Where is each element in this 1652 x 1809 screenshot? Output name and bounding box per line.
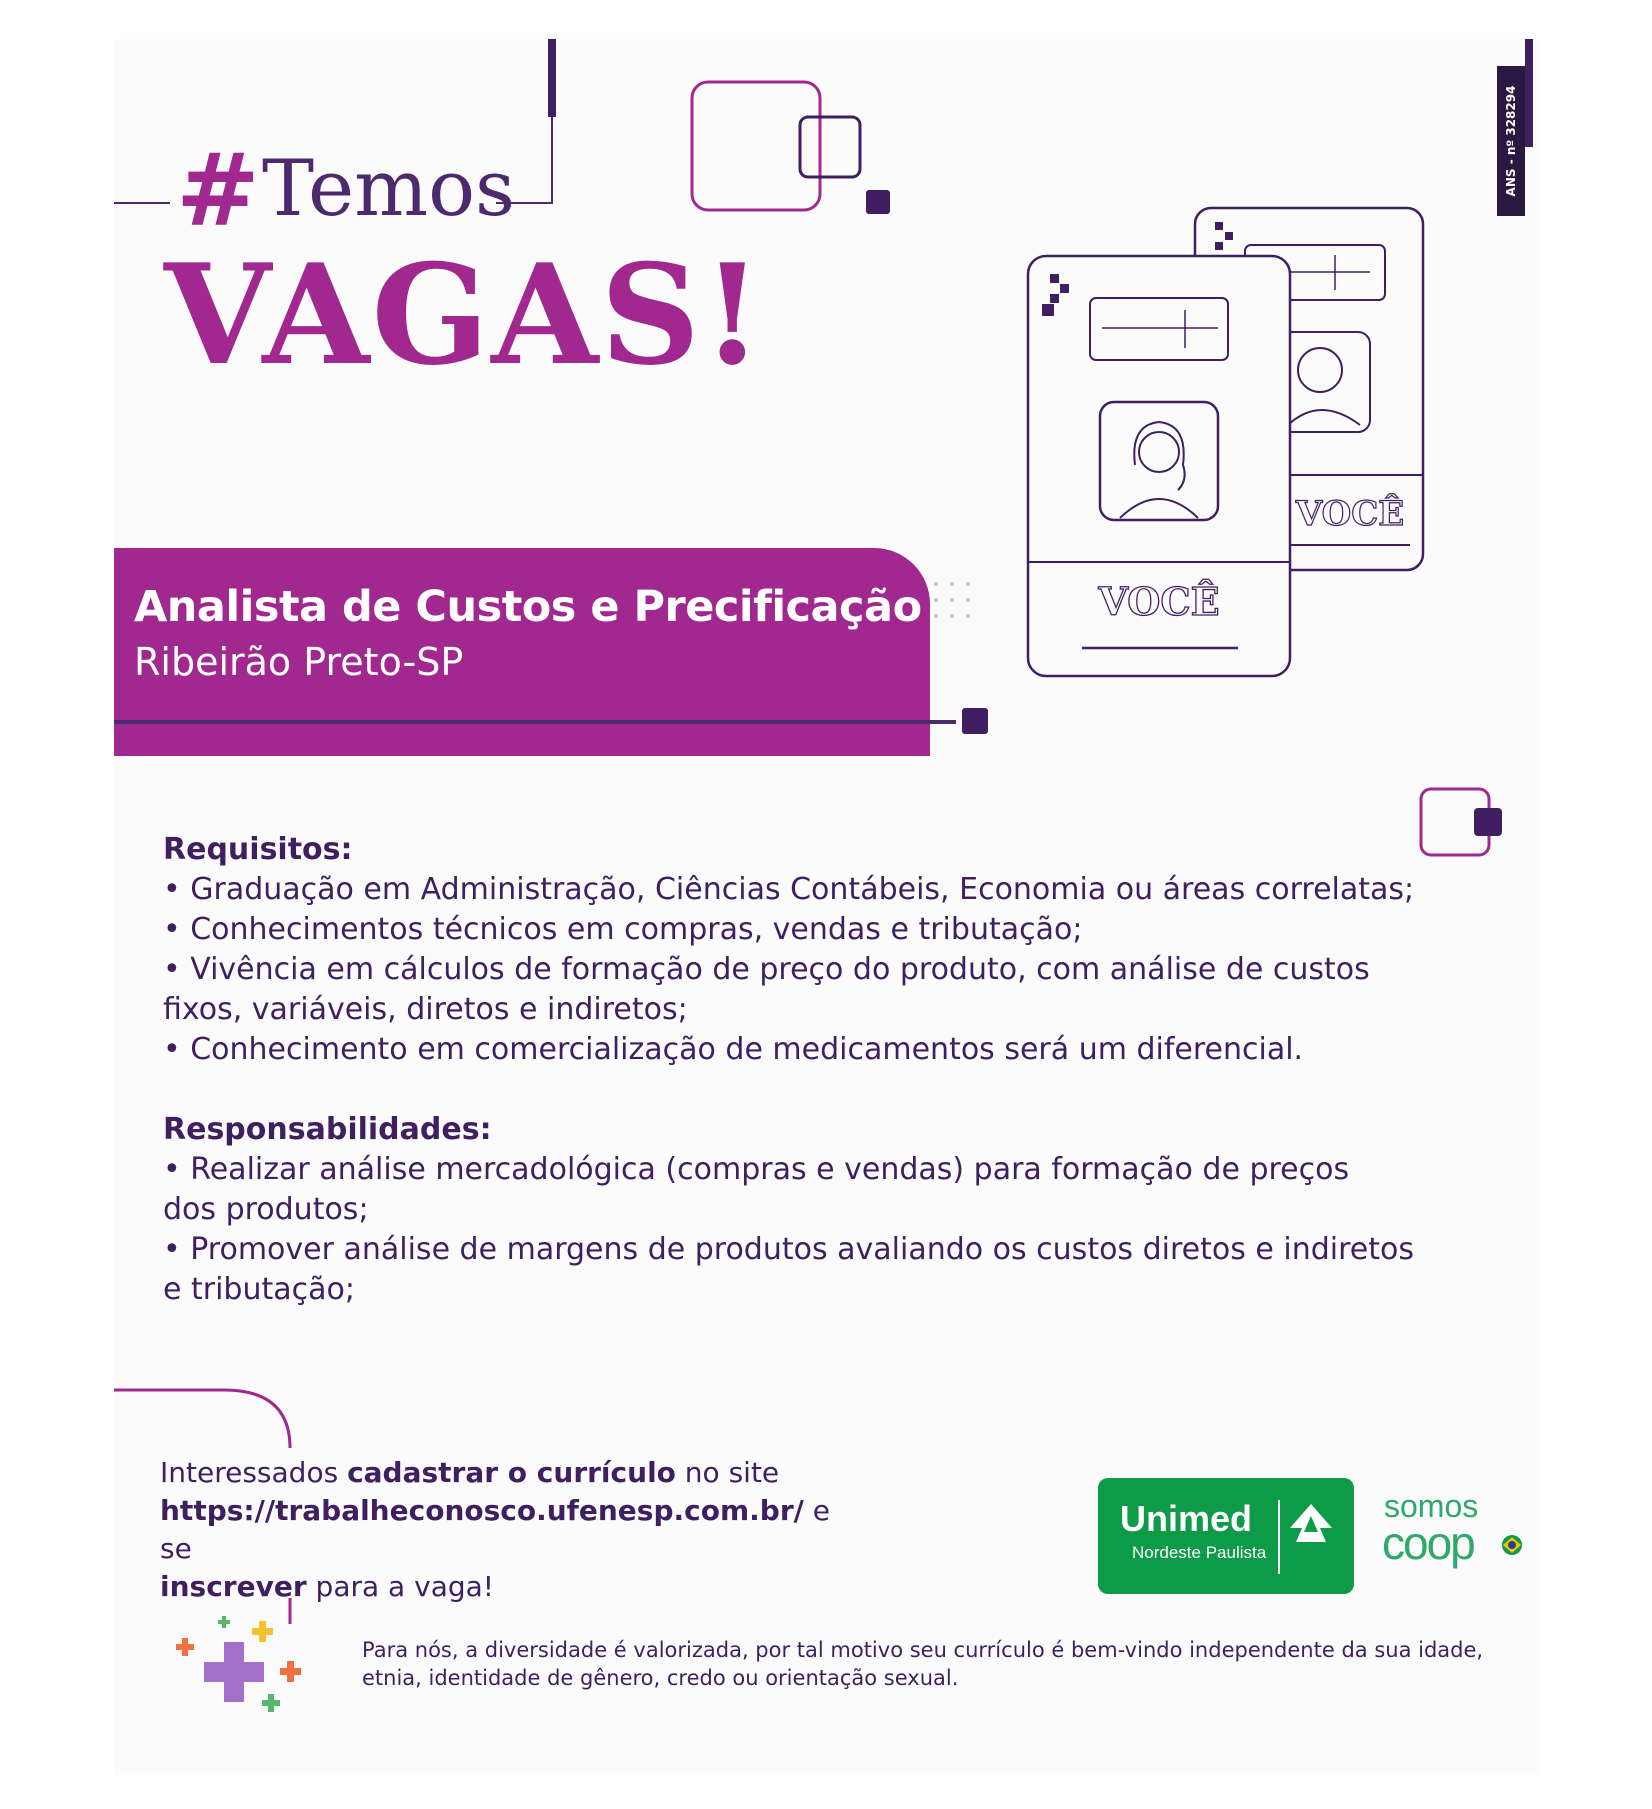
ans-accent-bar bbox=[1525, 39, 1533, 147]
unimed-tree-icon bbox=[1286, 1502, 1336, 1546]
coop-text: coop bbox=[1382, 1517, 1474, 1569]
id-cards-illustration bbox=[1020, 200, 1440, 690]
responsibilities-title: Responsabilidades: bbox=[163, 1112, 492, 1147]
requirements-title: Requisitos: bbox=[163, 832, 353, 867]
unimed-logo bbox=[1098, 1478, 1354, 1594]
unimed-divider bbox=[1278, 1500, 1280, 1574]
back-card-label: VOCÊ bbox=[1295, 494, 1405, 534]
diversity-crosses-icon bbox=[168, 1614, 318, 1724]
apply-highlight: cadastrar o currículo bbox=[347, 1456, 676, 1489]
decorative-squares bbox=[680, 74, 900, 224]
requirement-item: • Vivência em cálculos de formação de preço do produto, com análise de custos fixos, variáveis, diretos e indiretos; bbox=[163, 952, 1370, 1027]
ans-badge-text: ANS - nº 328294 bbox=[1504, 85, 1518, 197]
right-decorative-square bbox=[1418, 786, 1508, 862]
somos-text: somos bbox=[1384, 1488, 1479, 1524]
headline-top-bar bbox=[548, 39, 556, 117]
unimed-name: Unimed bbox=[1120, 1498, 1253, 1539]
apply-text: Interessados bbox=[160, 1456, 348, 1489]
headline-left-line bbox=[114, 202, 170, 204]
responsibility-item: • Promover análise de margens de produtos avaliando os custos diretos e indiretos e tributação; bbox=[163, 1232, 1414, 1307]
apply-text: no site bbox=[675, 1456, 780, 1489]
apply-text: e se bbox=[160, 1494, 830, 1565]
brazil-flag-icon bbox=[1500, 1534, 1524, 1556]
apply-highlight: inscrever bbox=[160, 1570, 307, 1603]
banner-underline bbox=[114, 720, 956, 724]
apply-url-link[interactable]: https://trabalheconosco.ufenesp.com.br/ bbox=[160, 1494, 804, 1527]
dot-grid-decoration bbox=[932, 580, 978, 634]
apply-text: para a vaga! bbox=[306, 1570, 495, 1603]
apply-instructions bbox=[160, 1454, 860, 1606]
unimed-region: Nordeste Paulista bbox=[1132, 1543, 1267, 1562]
front-id-card bbox=[1028, 256, 1290, 676]
responsibility-item: • Realizar análise mercadológica (compras e vendas) para formação de preços dos produtos; bbox=[163, 1152, 1350, 1227]
ans-badge bbox=[1497, 66, 1525, 216]
headline-temos: Temos bbox=[262, 144, 516, 234]
job-location: Ribeirão Preto-SP bbox=[134, 640, 464, 684]
diversity-statement: Para nós, a diversidade é valorizada, por tal motivo seu currículo é bem-vindo independente da sua idade, etnia, identidade de gênero, credo ou orientação sexual. bbox=[362, 1638, 1484, 1690]
job-title: Analista de Custos e Precificação bbox=[134, 582, 922, 632]
headline-vagas: VAGAS! bbox=[164, 233, 765, 396]
headline-hashtag: # bbox=[176, 131, 260, 249]
requirement-item: • Graduação em Administração, Ciências Contábeis, Economia ou áreas correlatas; bbox=[163, 872, 1415, 907]
front-card-label: VOCÊ bbox=[1098, 579, 1220, 624]
banner-endpoint bbox=[962, 708, 988, 734]
requirement-item: • Conhecimentos técnicos em compras, vendas e tributação; bbox=[163, 912, 1083, 947]
requirement-item: • Conhecimento em comercialização de medicamentos será um diferencial. bbox=[163, 1032, 1304, 1067]
